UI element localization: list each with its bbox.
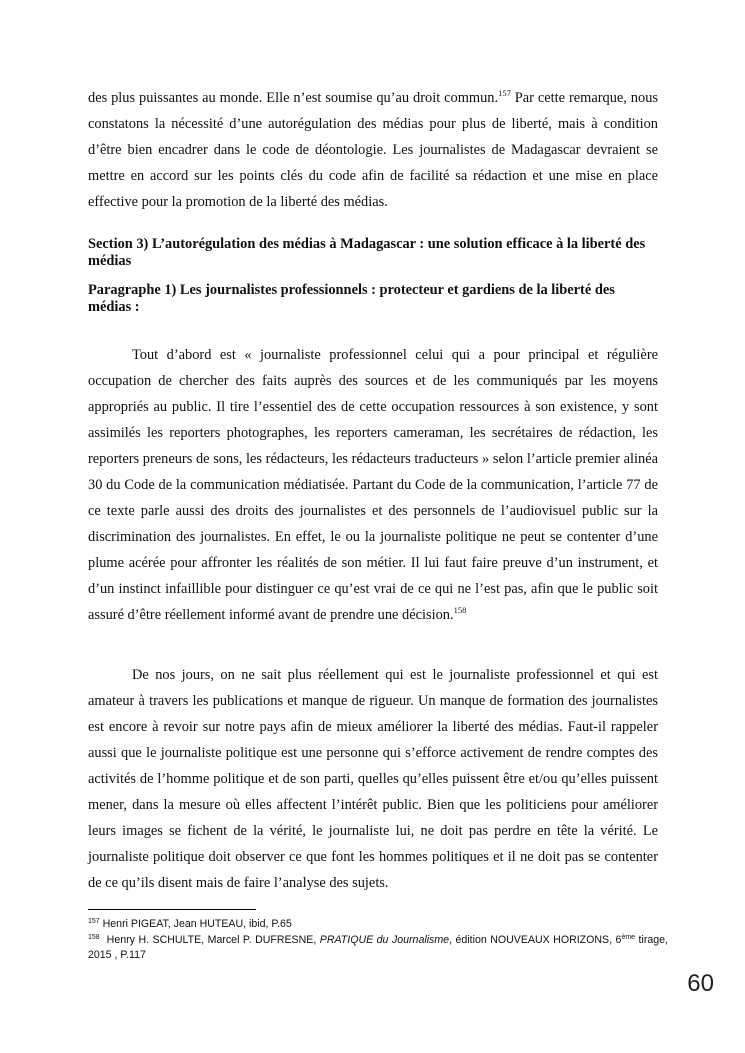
footnote-separator	[88, 909, 256, 910]
section-heading: Section 3) L’autorégulation des médias à Madagascar : une solution efficace à la liberté des médias	[88, 236, 646, 269]
text: des plus puissantes au monde. Elle n’est soumise qu’au droit commun.	[88, 90, 499, 106]
footnote-text: Henry H. SCHULTE, Marcel P. DUFRESNE,	[99, 933, 320, 946]
book-title: PRATIQUE du Journalisme	[319, 933, 450, 946]
paragraph-intro	[88, 85, 658, 215]
footnote-text: Henri PIGEAT, Jean HUTEAU, ibid, P.65	[99, 918, 292, 930]
footnote-ref[interactable]: 158	[453, 605, 467, 615]
paragraph-heading: Paragraphe 1) Les journalistes professionnels : protecteur et gardiens de la liberté des médias :	[88, 282, 615, 315]
footnote-number: 157	[88, 918, 100, 925]
paragraph-journalist-definition	[88, 342, 658, 628]
footnote-158	[88, 933, 668, 964]
paragraph-professional-vs-amateur: De nos jours, on ne sait plus réellement qui est le journaliste professionnel et qui est amateur à travers les publications et manque de rigueur. Un manque de formation des journalistes est encore à revoir sur notre pays afin de mieux améliorer la liberté des médias. Faut-il rappeler aussi que le journaliste politique est une personne qui s’efforce activement de rendre comptes des activités de l’homme politique et de son parti, quelles qu’elles puissent être et/ou qu’elles puissent mener, dans la mesure où elles affectent l’intérêt public. Bien que les politiciens pour améliorer leurs images se fichent de la vérité, le journaliste lui, ne doit pas perdre en tête la vérité. Le journaliste politique doit observer ce que font les hommes politiques et il ne doit pas se contenter de ce qu’ils disent mais de faire l’analyse des sujets.	[88, 667, 658, 891]
footnotes	[88, 917, 668, 964]
ordinal-suffix: ème	[621, 933, 636, 941]
text: Par cette remarque, nous constatons la nécessité d’une autorégulation des médias pour plus de liberté, mais à condition d’être bien encadrer dans le code de déontologie. Les journalistes de Madagascar devraient se mettre en accord sur les points clés du code afin de facilité sa rédaction et une mise en place effective pour la promotion de la liberté des médias.	[88, 90, 658, 210]
footnote-number: 158	[88, 933, 100, 941]
footnote-ref[interactable]: 157	[498, 88, 511, 98]
footnote-157	[88, 917, 668, 933]
text: Tout d’abord est « journaliste professionnel celui qui a pour principal et régulière occupation de chercher des faits auprès des sources et de les communiqués par les moyens appropriés au public. Il tire l’essentiel des de cette occupation ressources à son existence, y sont assimilés les reporters photographes, les reporters cameraman, les secrétaires de rédaction, les reporters preneurs de sons, les rédacteurs, les rédacteurs traducteurs » selon l’article premier alinéa 30 du Code de la communication médiatisée. Partant du Code de la communication, l’article 77 de ce texte parle aussi des droits des journalistes et des personnels de l’audiovisuel public sur la discrimination des journalistes. En effet, le ou la journaliste politique ne peut se contenter d’une plume acérée pour affronter les réalités de son métier. Il lui faut faire preuve d’un instrument, et d’un instinct infaillible pour distinguer ce qu’est vrai de ce qui ne l’est pas, afin que le public soit assuré d’être réellement informé avant de prendre une décision.	[88, 347, 658, 623]
footnote-text: , édition NOUVEAUX HORIZONS, 6	[449, 933, 622, 946]
footnote-text: tirage, 2015 , P.117	[88, 933, 669, 961]
page-number: 60	[687, 970, 714, 997]
